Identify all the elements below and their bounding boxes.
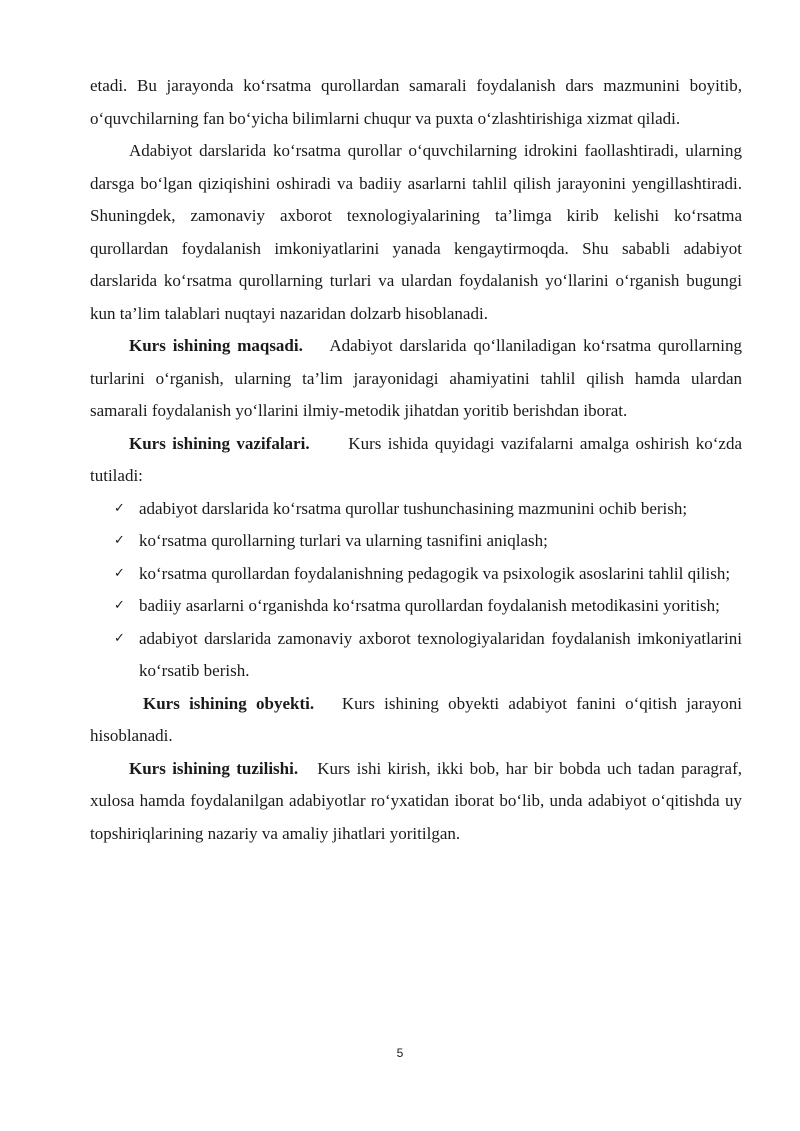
intro-continuation-paragraph: etadi. Bu jarayonda ko‘rsatma qurollardan samarali foydalanish dars mazmunini boyitib, o‘quvchilarning fan bo‘yicha bilimlarni chuqur va puxta o‘zlashtirishiga xizmat qiladi. <box>90 76 742 128</box>
structure-text: Kurs ishi kirish, ikki bob, har bir bobda uch tadan paragraf, xulosa hamda foydalanilgan adabiyotlar ro‘yxatidan iborat bo‘lib, unda adabiyot o‘qitishda uy topshiriqlarining nazariy va amaliy jihatlari yoritilgan. <box>90 758 742 843</box>
object-heading: Kurs ishining obyekti. <box>143 693 315 713</box>
task-item-text: ko‘rsatma qurollarning turlari va ularning tasnifini aniqlash; <box>139 531 548 550</box>
list-item <box>90 623 742 688</box>
check-icon: ✓ <box>114 565 125 581</box>
check-icon: ✓ <box>114 598 125 613</box>
object-text: Kurs ishining obyekti adabiyot fanini o‘qitish jarayoni hisoblanadi. <box>90 693 742 745</box>
tasks-intro-text: Kurs ishida quyidagi vazifalarni amalga oshirish ko‘zda tutiladi: <box>90 433 743 485</box>
check-icon: ✓ <box>114 500 125 516</box>
page-number: 5 <box>396 1046 404 1060</box>
list-item <box>90 590 742 623</box>
list-item <box>90 525 742 558</box>
structure-paragraph <box>90 753 742 851</box>
list-item <box>90 558 742 591</box>
goal-paragraph <box>90 330 742 428</box>
structure-heading: Kurs ishining tuzilishi. <box>129 758 299 778</box>
object-paragraph <box>90 688 742 753</box>
task-item-text: adabiyot darslarida ko‘rsatma qurollar tushunchasining mazmunini ochib berish; <box>139 498 688 518</box>
task-item-text: badiiy asarlarni o‘rganishda ko‘rsatma qurollardan foydalanish metodikasini yoritish; <box>139 596 720 615</box>
tasks-list <box>90 493 742 688</box>
tasks-heading: Kurs ishining vazifalari. <box>129 433 310 453</box>
document-page <box>90 70 742 850</box>
check-icon: ✓ <box>114 533 125 548</box>
check-icon: ✓ <box>114 630 125 646</box>
task-item-text: ko‘rsatma qurollardan foydalanishning pedagogik va psixologik asoslarini tahlil qilish; <box>139 563 731 583</box>
relevance-paragraph: Adabiyot darslarida ko‘rsatma qurollar o‘quvchilarning idrokini faollashtiradi, ularning darsga bo‘lgan qiziqishini oshiradi va badiiy asarlarni tahlil qilish jarayonini yengillashtiradi. Shuningdek, zamonaviy axborot texnologiyalarining ta’limga kirib kelishi ko‘rsatma qurollardan foydalanish imkoniyatlarini yanada kengaytirmoqda. Shu sababli adabiyot darslarida ko‘rsatma qurollarning turlari va ulardan foydalanish yo‘llarini o‘rganish bugungi kun ta’lim talablari nuqtayi nazaridan dolzarb hisoblanadi. <box>90 141 742 323</box>
goal-heading: Kurs ishining maqsadi. <box>129 336 303 355</box>
task-item-text: adabiyot darslarida zamonaviy axborot texnologiyalaridan foydalanish imkoniyatlarini ko‘rsatib berish. <box>139 628 742 680</box>
list-item <box>90 493 742 526</box>
tasks-paragraph <box>90 428 742 493</box>
goal-text: Adabiyot darslarida qo‘llaniladigan ko‘rsatma qurollarning turlarini o‘rganish, ularning ta’lim jarayonidagi ahamiyatini tahlil qilish hamda ulardan samarali foydalanish yo‘llarini ilmiy-metodik jihatdan yoritib berishdan iborat. <box>90 336 743 420</box>
